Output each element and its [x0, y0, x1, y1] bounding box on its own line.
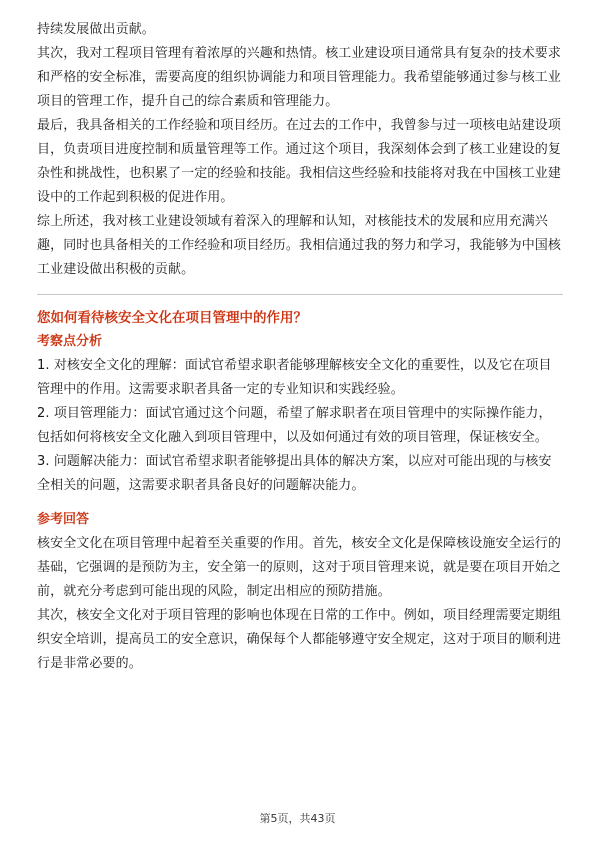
analysis-point: 2. 项目管理能力：面试官通过这个问题，希望了解求职者在项目管理中的实际操作能力，包括如何将核安全文化融入到项目管理中，以及如何通过有效的项目管理，保证核安全。	[37, 406, 552, 445]
answer-label: 参考回答	[37, 512, 90, 527]
paragraph: 最后，我具备相关的工作经验和项目经历。在过去的工作中，我曾参与过一项核电站建设项目，负责项目进度控制和质量管理等工作。通过这个项目，我深刻体会到了核工业建设的复杂性和挑战性，也积累了一定的经验和技能。我相信这些经验和技能将对我在中国核工业建设中的工作起到积极的促进作用。	[37, 118, 562, 205]
document-body	[37, 18, 563, 676]
section-divider	[37, 294, 563, 295]
analysis-label: 考察点分析	[37, 334, 103, 349]
answer-paragraph: 其次，核安全文化对于项目管理的影响也体现在日常的工作中。例如，项目经理需要定期组织安全培训，提高员工的安全意识，确保每个人都能够遵守安全规定，这对于项目的顺利进行是非常必要的。	[37, 608, 562, 671]
paragraph: 综上所述，我对核工业建设领域有着深入的理解和认知，对核能技术的发展和应用充满兴趣，同时也具备相关的工作经验和项目经历。我相信通过我的努力和学习，我能够为中国核工业建设做出积极的贡献。	[37, 214, 562, 277]
page-footer: 第5页，共43页	[259, 812, 336, 825]
analysis-point: 1. 对核安全文化的理解：面试官希望求职者能够理解核安全文化的重要性，以及它在项目管理中的作用。这需要求职者具备一定的专业知识和实践经验。	[37, 358, 552, 397]
paragraph: 其次，我对工程项目管理有着浓厚的兴趣和热情。核工业建设项目通常具有复杂的技术要求和严格的安全标准，需要高度的组织协调能力和项目管理能力。我希望能够通过参与核工业项目的管理工作，提升自己的综合素质和管理能力。	[37, 46, 562, 109]
paragraph: 持续发展做出贡献。	[37, 22, 155, 37]
question-heading: 您如何看待核安全文化在项目管理中的作用？	[37, 310, 307, 326]
analysis-point: 3. 问题解决能力：面试官希望求职者能够提出具体的解决方案，以应对可能出现的与核安全相关的问题，这需要求职者具备良好的问题解决能力。	[37, 454, 552, 493]
answer-paragraph: 核安全文化在项目管理中起着至关重要的作用。首先，核安全文化是保障核设施安全运行的基础，它强调的是预防为主，安全第一的原则，这对于项目管理来说，就是要在项目开始之前，就充分考虑到可能出现的风险，制定出相应的预防措施。	[37, 536, 562, 599]
